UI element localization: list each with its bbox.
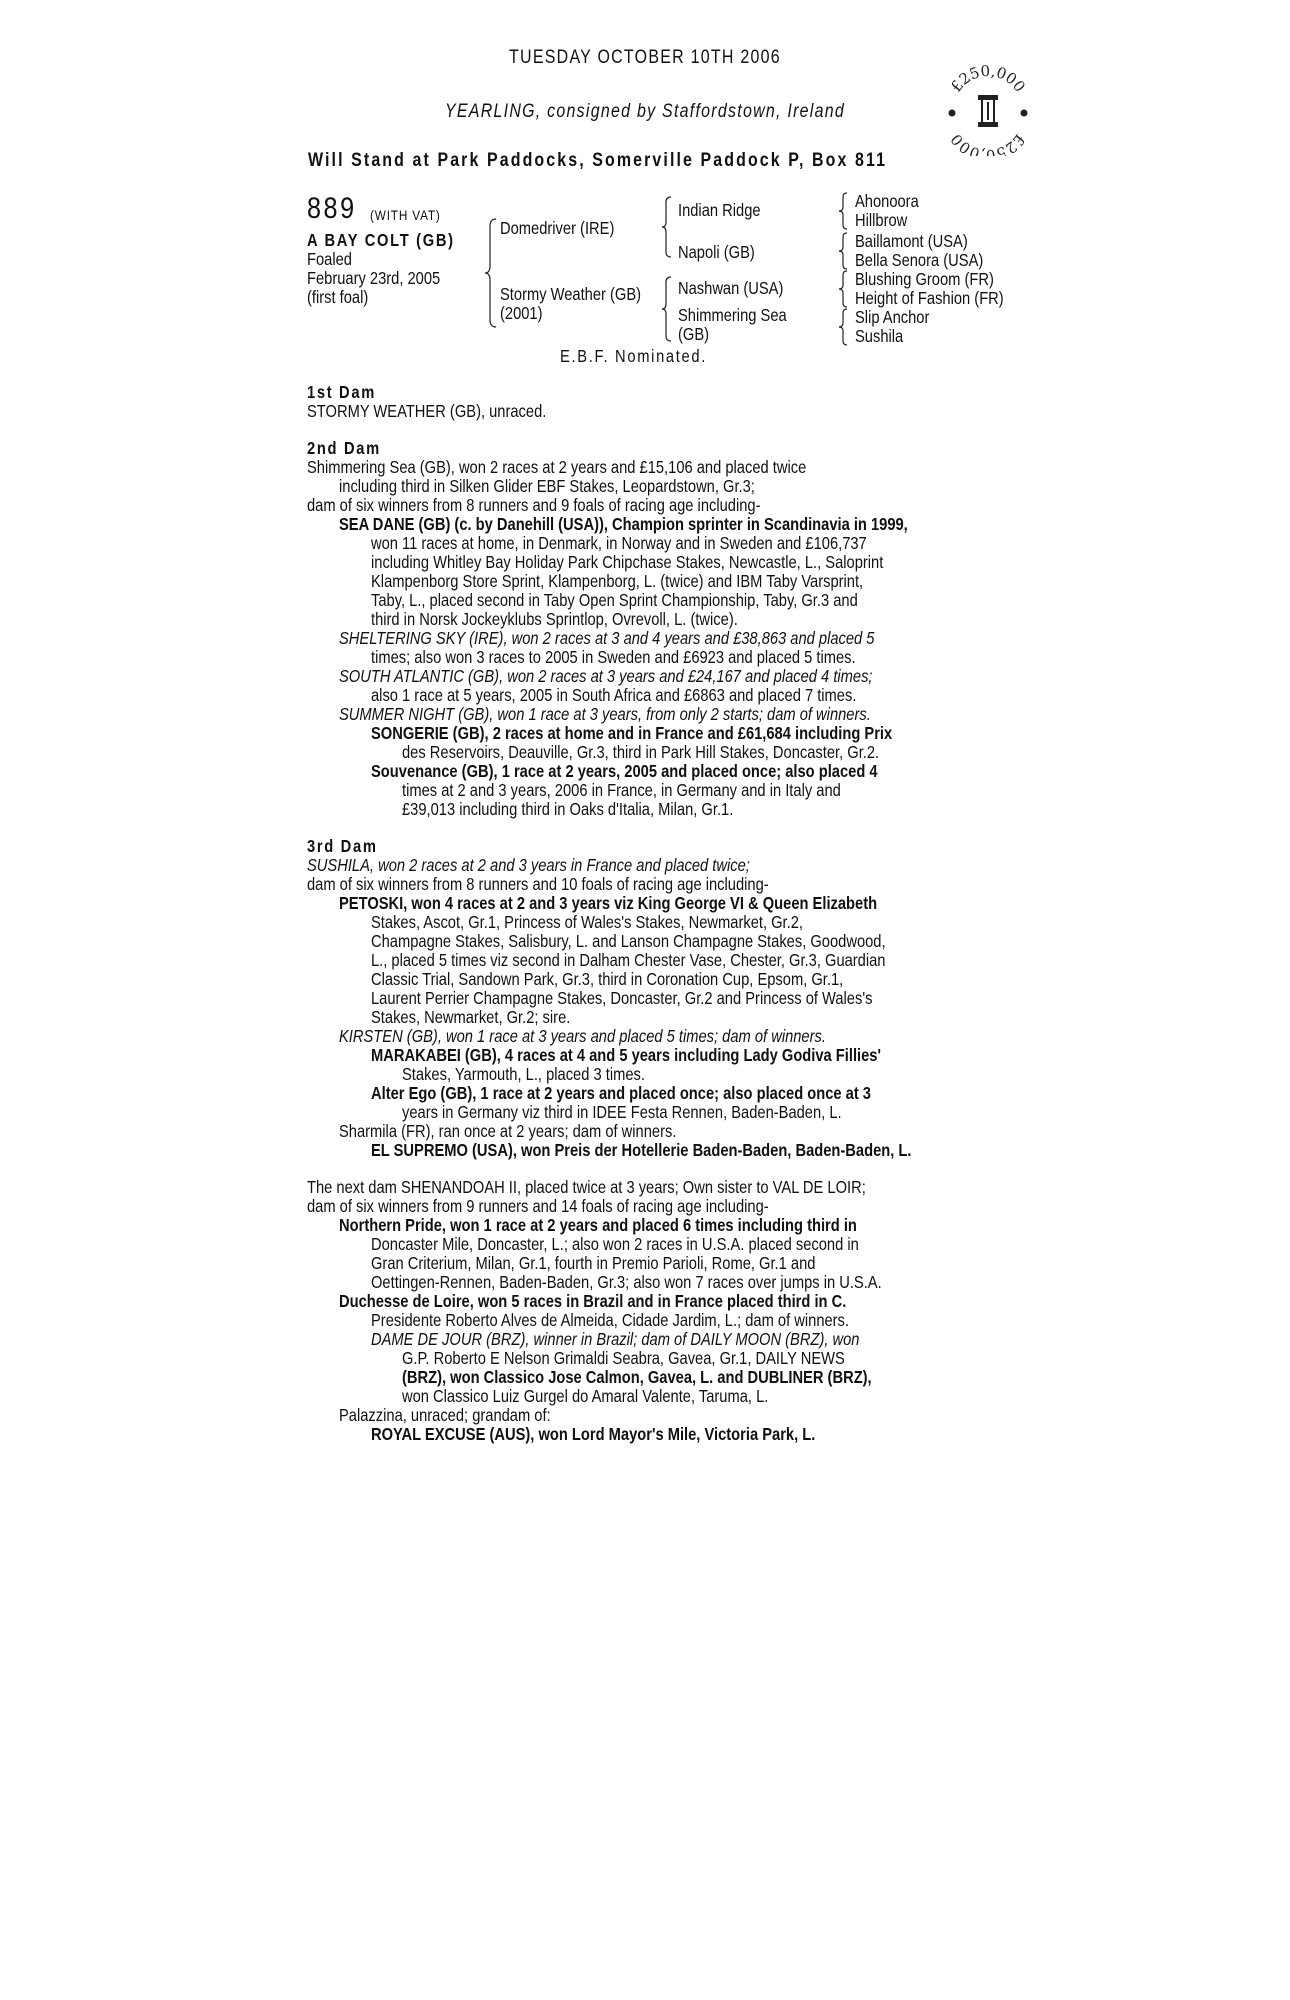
pedigree-gg-4: Bella Senora (USA) bbox=[855, 250, 984, 270]
brace-g4 bbox=[838, 308, 848, 346]
pedigree-sire-dam: Napoli (GB) bbox=[678, 242, 755, 262]
pedigree-gg-5: Blushing Groom (FR) bbox=[855, 269, 994, 289]
second-dam-line: SHELTERING SKY (IRE), won 2 races at 3 and 4 years and £38,863 and placed 5 bbox=[339, 628, 875, 648]
third-dam-line: Laurent Perrier Champagne Stakes, Doncaster, Gr.2 and Princess of Wales's bbox=[371, 988, 873, 1008]
pedigree-dam-year: (2001) bbox=[500, 303, 543, 323]
second-dam-line: Taby, L., placed second in Taby Open Sprint Championship, Taby, Gr.3 and bbox=[371, 590, 858, 610]
pedigree-sire: Domedriver (IRE) bbox=[500, 218, 615, 238]
first-dam-heading: 1st Dam bbox=[307, 382, 376, 402]
third-dam-line: PETOSKI, won 4 races at 2 and 3 years viz King George VI & Queen Elizabeth bbox=[339, 893, 878, 913]
svg-text:£250,000: £250,000 bbox=[947, 64, 1029, 96]
pedigree-gg-7: Slip Anchor bbox=[855, 307, 930, 327]
next-dam-line: Northern Pride, won 1 race at 2 years and placed 6 times including third in bbox=[339, 1215, 857, 1235]
pedigree-brace-dam bbox=[661, 276, 673, 342]
first-foal-note: (first foal) bbox=[307, 287, 369, 307]
third-dam-line: SUSHILA, won 2 races at 2 and 3 years in France and placed twice; bbox=[307, 855, 750, 875]
pedigree-brace-main bbox=[484, 218, 498, 328]
third-dam-line: Classic Trial, Sandown Park, Gr.3, third in Coronation Cup, Epsom, Gr.1, bbox=[371, 969, 844, 989]
pedigree-gg-3: Baillamont (USA) bbox=[855, 231, 968, 251]
svg-text:£250,000: £250,000 bbox=[947, 130, 1029, 156]
second-dam-line: SONGERIE (GB), 2 races at home and in France and £61,684 including Prix bbox=[371, 723, 893, 743]
price-stamp-logo bbox=[942, 64, 1034, 156]
third-dam-line: Champagne Stakes, Salisbury, L. and Lanson Champagne Stakes, Goodwood, bbox=[371, 931, 886, 951]
brace-g3 bbox=[838, 270, 848, 308]
foaled-label: Foaled bbox=[307, 249, 352, 269]
pedigree-dam: Stormy Weather (GB) bbox=[500, 284, 642, 304]
pedigree-brace-sire bbox=[661, 196, 673, 258]
third-dam-line: Stakes, Newmarket, Gr.2; sire. bbox=[371, 1007, 571, 1027]
second-dam-line: dam of six winners from 8 runners and 9 foals of racing age including- bbox=[307, 495, 761, 515]
next-dam-line: Presidente Roberto Alves de Almeida, Cidade Jardim, L.; dam of winners. bbox=[371, 1310, 849, 1330]
third-dam-line: Sharmila (FR), ran once at 2 years; dam of winners. bbox=[339, 1121, 677, 1141]
second-dam-line: Klampenborg Store Sprint, Klampenborg, L. (twice) and IBM Taby Varsprint, bbox=[371, 571, 864, 591]
second-dam-line: Shimmering Sea (GB), won 2 races at 2 years and £15,106 and placed twice bbox=[307, 457, 807, 477]
next-dam-line: DAME DE JOUR (BRZ), winner in Brazil; dam of DAILY MOON (BRZ), won bbox=[371, 1329, 860, 1349]
vat-note: (WITH VAT) bbox=[370, 207, 441, 223]
pedigree-gg-8: Sushila bbox=[855, 326, 904, 346]
pedigree-dam-sire: Nashwan (USA) bbox=[678, 278, 784, 298]
third-dam-line: years in Germany viz third in IDEE Festa Rennen, Baden-Baden, L. bbox=[402, 1102, 842, 1122]
third-dam-line: Stakes, Ascot, Gr.1, Princess of Wales's Stakes, Newmarket, Gr.2, bbox=[371, 912, 803, 932]
second-dam-line: SUMMER NIGHT (GB), won 1 race at 3 years, from only 2 starts; dam of winners. bbox=[339, 704, 871, 724]
third-dam-line: KIRSTEN (GB), won 1 race at 3 years and placed 5 times; dam of winners. bbox=[339, 1026, 826, 1046]
next-dam-line: won Classico Luiz Gurgel do Amaral Valente, Taruma, L. bbox=[402, 1386, 769, 1406]
pedigree-dam-dam-country: (GB) bbox=[678, 324, 710, 344]
lot-number: 889 bbox=[307, 192, 357, 225]
next-dam-line: Duchesse de Loire, won 5 races in Brazil and in France placed third in C. bbox=[339, 1291, 847, 1311]
second-dam-line: Souvenance (GB), 1 race at 2 years, 2005 and placed once; also placed 4 bbox=[371, 761, 878, 781]
third-dam-line: MARAKABEI (GB), 4 races at 4 and 5 years including Lady Godiva Fillies' bbox=[371, 1045, 881, 1065]
second-dam-line: £39,013 including third in Oaks d'Italia, Milan, Gr.1. bbox=[402, 799, 734, 819]
third-dam-line: Alter Ego (GB), 1 race at 2 years and placed once; also placed once at 3 bbox=[371, 1083, 871, 1103]
price-stamp-icon bbox=[942, 64, 1034, 156]
pedigree-gg-1: Ahonoora bbox=[855, 191, 919, 211]
first-dam-text: STORMY WEATHER (GB), unraced. bbox=[307, 401, 547, 421]
second-dam-line: times at 2 and 3 years, 2006 in France, in Germany and in Italy and bbox=[402, 780, 841, 800]
brace-g2 bbox=[838, 232, 848, 270]
next-dam-line: The next dam SHENANDOAH II, placed twice at 3 years; Own sister to VAL DE LOIR; bbox=[307, 1177, 866, 1197]
sale-date: TUESDAY OCTOBER 10TH 2006 bbox=[509, 47, 781, 68]
next-dam-line: ROYAL EXCUSE (AUS), won Lord Mayor's Mile, Victoria Park, L. bbox=[371, 1424, 816, 1444]
next-dam-line: (BRZ), won Classico Jose Calmon, Gavea, L. and DUBLINER (BRZ), bbox=[402, 1367, 872, 1387]
third-dam-line: EL SUPREMO (USA), won Preis der Hotellerie Baden-Baden, Baden-Baden, L. bbox=[371, 1140, 912, 1160]
next-dam-line: Gran Criterium, Milan, Gr.1, fourth in Premio Parioli, Rome, Gr.1 and bbox=[371, 1253, 816, 1273]
pedigree-sire-sire: Indian Ridge bbox=[678, 200, 761, 220]
second-dam-line: including third in Silken Glider EBF Stakes, Leopardstown, Gr.3; bbox=[339, 476, 755, 496]
third-dam-line: L., placed 5 times viz second in Dalham Chester Vase, Chester, Gr.3, Guardian bbox=[371, 950, 886, 970]
second-dam-line: SOUTH ATLANTIC (GB), won 2 races at 3 years and £24,167 and placed 4 times; bbox=[339, 666, 873, 686]
next-dam-line: G.P. Roberto E Nelson Grimaldi Seabra, Gavea, Gr.1, DAILY NEWS bbox=[402, 1348, 845, 1368]
second-dam-line: SEA DANE (GB) (c. by Danehill (USA)), Champion sprinter in Scandinavia in 1999, bbox=[339, 514, 908, 534]
second-dam-line: won 11 races at home, in Denmark, in Norway and in Sweden and £106,737 bbox=[371, 533, 867, 553]
third-dam-heading: 3rd Dam bbox=[307, 836, 378, 856]
second-dam-line: des Reservoirs, Deauville, Gr.3, third in Park Hill Stakes, Doncaster, Gr.2. bbox=[402, 742, 880, 762]
next-dam-line: Palazzina, unraced; grandam of: bbox=[339, 1405, 551, 1425]
foaled-date: February 23rd, 2005 bbox=[307, 268, 441, 288]
third-dam-line: Stakes, Yarmouth, L., placed 3 times. bbox=[402, 1064, 645, 1084]
second-dam-heading: 2nd Dam bbox=[307, 438, 381, 458]
third-dam-line: dam of six winners from 8 runners and 10 foals of racing age including- bbox=[307, 874, 769, 894]
second-dam-line: also 1 race at 5 years, 2005 in South Africa and £6863 and placed 7 times. bbox=[371, 685, 857, 705]
pedigree-gg-2: Hillbrow bbox=[855, 210, 908, 230]
consignment-line: YEARLING, consigned by Staffordstown, Ireland bbox=[444, 101, 846, 122]
second-dam-line: times; also won 3 races to 2005 in Sweden and £6923 and placed 5 times. bbox=[371, 647, 856, 667]
next-dam-line: dam of six winners from 9 runners and 14 foals of racing age including- bbox=[307, 1196, 769, 1216]
pedigree-gg-6: Height of Fashion (FR) bbox=[855, 288, 1004, 308]
stand-location: Will Stand at Park Paddocks, Somerville Paddock P, Box 811 bbox=[308, 150, 888, 171]
brace-g1 bbox=[838, 192, 848, 230]
second-dam-line: third in Norsk Jockeyklubs Sprintlop, Ovrevoll, L. (twice). bbox=[371, 609, 738, 629]
second-dam-line: including Whitley Bay Holiday Park Chipchase Stakes, Newcastle, L., Saloprint bbox=[371, 552, 884, 572]
next-dam-line: Oettingen-Rennen, Baden-Baden, Gr.3; also won 7 races over jumps in U.S.A. bbox=[371, 1272, 882, 1292]
lot-title: A BAY COLT (GB) bbox=[307, 230, 455, 250]
ebf-note: E.B.F. Nominated. bbox=[560, 346, 708, 366]
pedigree-dam-dam: Shimmering Sea bbox=[678, 305, 787, 325]
next-dam-line: Doncaster Mile, Doncaster, L.; also won 2 races in U.S.A. placed second in bbox=[371, 1234, 859, 1254]
